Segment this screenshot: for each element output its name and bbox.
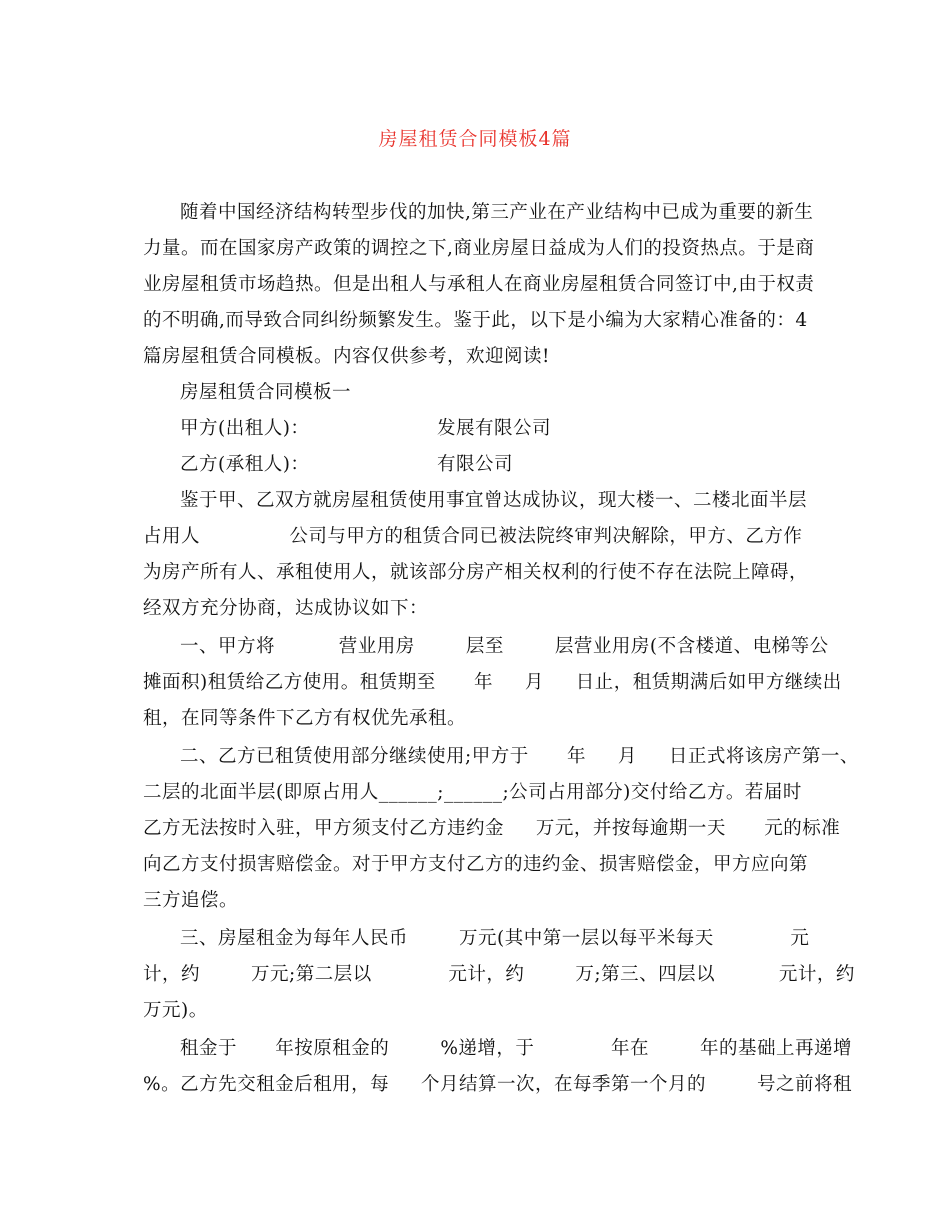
paragraph-line: 万元)。	[143, 1000, 208, 1021]
paragraph-line: 力量。而在国家房产政策的调控之下,商业房屋日益成为人们的投资热点。于是商	[143, 238, 815, 259]
paragraph-line: 鉴于甲、乙双方就房屋租赁使用事宜曾达成协议，现大楼一、二楼北面半层	[180, 490, 808, 511]
paragraph-line: 为房产所有人、承租使用人，就该部分房产相关权利的行使不存在法院上障碍，	[143, 562, 809, 583]
paragraph-line: 一、甲方将 营业用房 层至 层营业用房(不含楼道、电梯等公	[180, 636, 829, 657]
paragraph-line: 三方追偿。	[143, 890, 239, 911]
paragraph-line: 随着中国经济结构转型步伐的加快,第三产业在产业结构中已成为重要的新生	[180, 202, 814, 223]
document-title: 房屋租赁合同模板4篇	[378, 128, 572, 150]
paragraph-line: 二、乙方已租赁使用部分继续使用;甲方于 年 月 日正式将该房产第一、	[180, 746, 859, 767]
paragraph-line: 篇房屋租赁合同模板。内容仅供参考，欢迎阅读!	[143, 346, 550, 367]
paragraph-line: %。乙方先交租金后租用，每 个月结算一次，在每季第一个月的 号之前将租	[143, 1074, 853, 1095]
paragraph-line: 摊面积)租赁给乙方使用。租赁期至 年 月 日止，租赁期满后如甲方继续出	[143, 672, 842, 693]
paragraph-line: 的不明确,而导致合同纠纷频繁发生。鉴于此，以下是小编为大家精心准备的：4	[143, 310, 808, 331]
paragraph-line: 乙方无法按时入驻，甲方须支付乙方违约金 万元，并按每逾期一天 元的标准	[143, 818, 841, 839]
paragraph-line: 经双方充分协商，达成协议如下：	[143, 598, 429, 619]
paragraph-line: 二层的北面半层(即原占用人______;______;公司占用部分)交付给乙方。若届时	[143, 782, 802, 803]
paragraph-line: 占用人 公司与甲方的租赁合同已被法院终审判决解除，甲方、乙方作	[143, 526, 803, 547]
section-heading: 房屋租赁合同模板一	[180, 382, 352, 403]
paragraph-line: 业房屋租赁市场趋热。但是出租人与承租人在商业房屋租赁合同签订中,由于权责	[143, 274, 815, 295]
party-b-line: 乙方(承租人)： 有限公司	[180, 454, 514, 475]
paragraph-line: 计，约 万元;第二层以 元计，约 万;第三、四层以 元计，约	[143, 964, 855, 985]
party-a-line: 甲方(出租人)： 发展有限公司	[180, 418, 552, 439]
paragraph-line: 向乙方支付损害赔偿金。对于甲方支付乙方的违约金、损害赔偿金，甲方应向第	[143, 854, 809, 875]
paragraph-line: 租，在同等条件下乙方有权优先承租。	[143, 708, 467, 729]
paragraph-line: 租金于 年按原租金的 %递增，于 年在 年的基础上再递增	[180, 1038, 853, 1059]
paragraph-line: 三、房屋租金为每年人民币 万元(其中第一层以每平米每天 元	[180, 928, 810, 949]
